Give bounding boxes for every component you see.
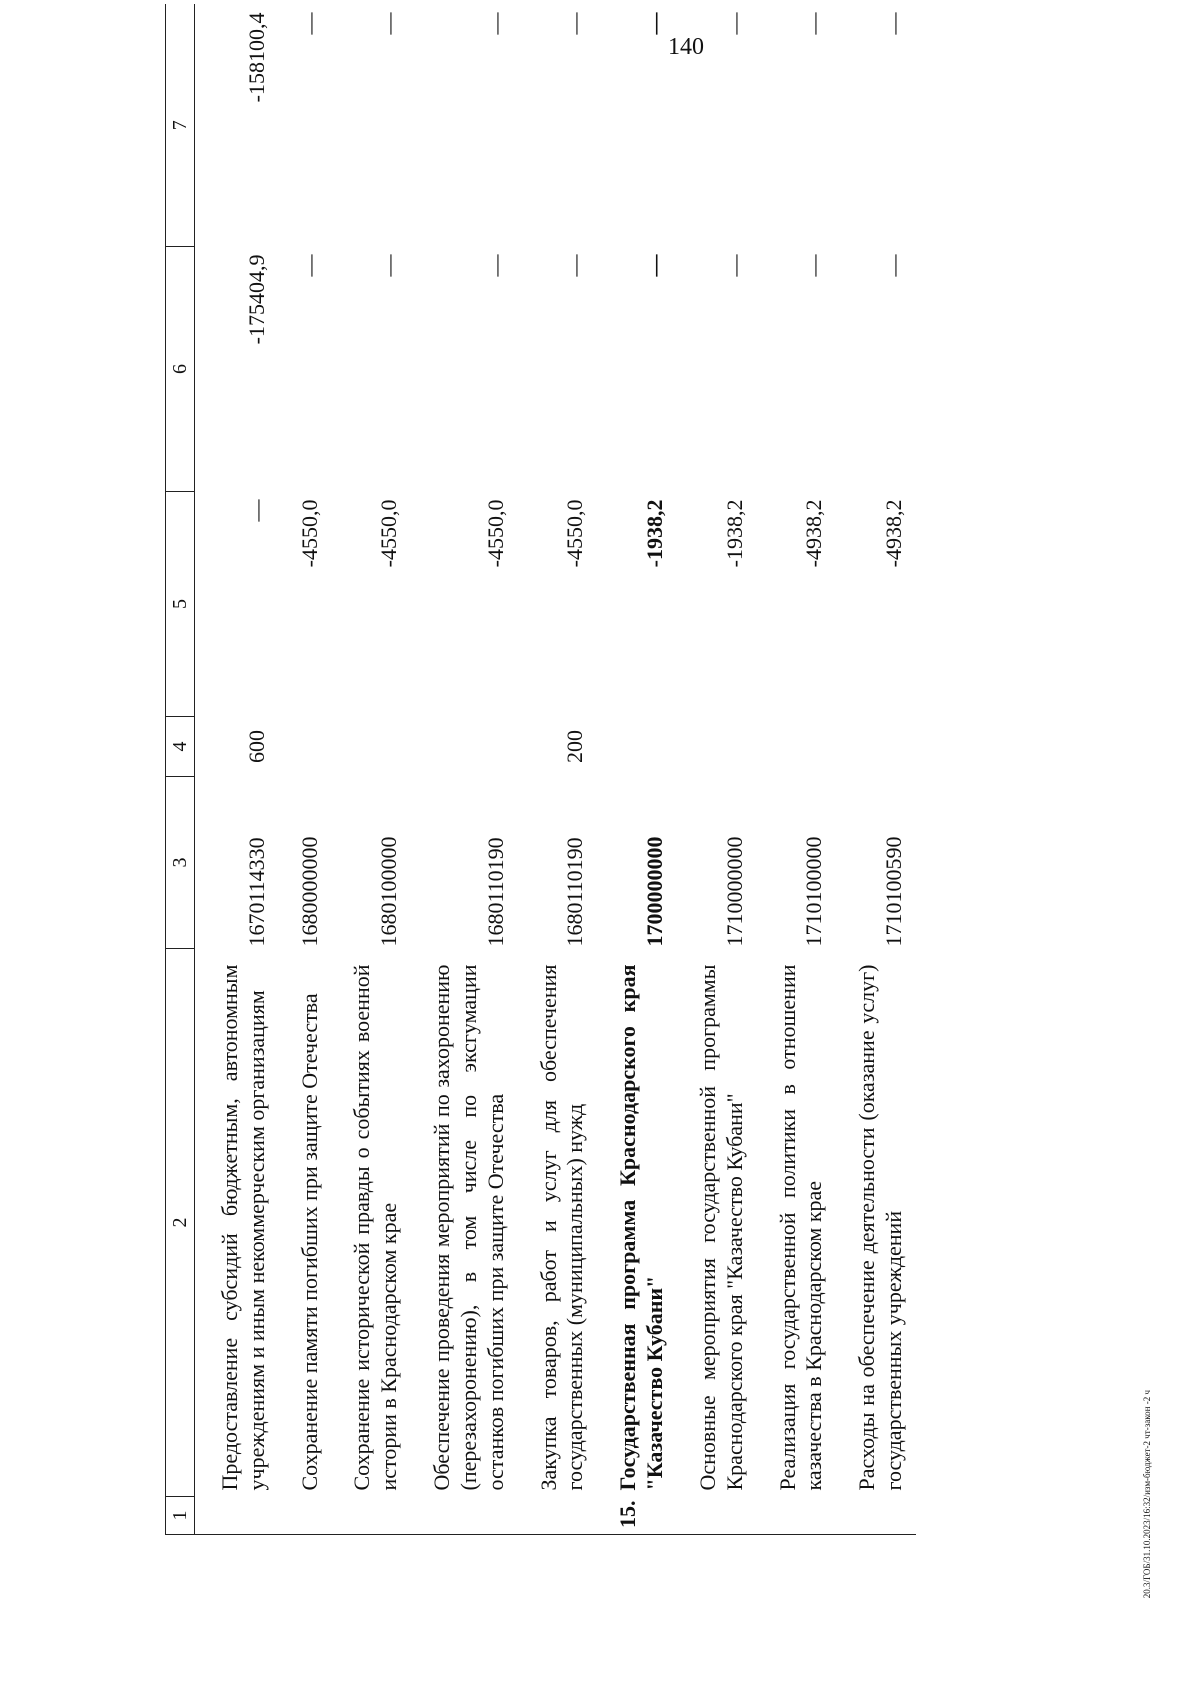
row-target-code: 1710000000 [721,836,747,947]
table-row [597,5,677,1535]
row-expense-type [331,717,411,777]
row-description: Расходы на обеспечение деятельности (оказание услуг) государственных учреждений [854,964,907,1491]
table-row [518,5,598,1535]
row-amount-col5: -4550,0 [482,499,508,568]
row-description: Государственная программа Краснодарского края "Казачество Кубани" [615,964,668,1491]
row-amount-col6: -175404,9 [243,254,269,345]
table-row [757,5,837,1535]
header-col-2: 2 [166,949,195,1497]
rotated-budget-table [165,5,1085,1535]
row-amount-col7: -158100,4 [243,12,269,103]
row-number [411,1497,517,1535]
table-row [411,5,517,1535]
row-amount-col6: — [881,254,907,277]
row-expense-type [757,717,837,777]
row-target-code: 1710100000 [801,836,827,947]
row-amount-col6: — [296,254,322,277]
row-expense-type: 600 [243,730,269,763]
table-row [331,5,411,1535]
row-amount-col6: — [376,254,402,277]
row-amount-col5: -4550,0 [296,499,322,568]
row-amount-col5: -4550,0 [562,499,588,568]
row-number [677,1497,757,1535]
table-row [836,5,916,1535]
table-row [279,5,332,1535]
row-amount-col5: -1938,2 [642,499,668,568]
row-amount-col7: — [881,12,907,35]
row-expense-type [597,717,677,777]
table-row [195,5,279,1535]
header-col-5: 5 [166,492,195,717]
header-col-4: 4 [166,717,195,777]
row-expense-type [836,717,916,777]
row-number [279,1497,332,1535]
row-amount-col5: -1938,2 [721,499,747,568]
row-amount-col5: -4938,2 [801,499,827,568]
row-target-code: 1670114330 [243,837,269,947]
budget-table [165,5,916,1536]
row-expense-type [279,717,332,777]
row-amount-col7: — [642,12,668,35]
row-description: Основные мероприятия государственной программы Краснодарского края "Казачество Кубани" [694,964,747,1491]
header-col-6: 6 [166,247,195,492]
row-target-code: 1680100000 [376,836,402,947]
row-number [757,1497,837,1535]
row-number [836,1497,916,1535]
row-target-code: 1680110190 [482,837,508,947]
row-target-code: 1700000000 [642,836,668,947]
page-number: 140 [668,34,704,60]
row-description: Реализация государственной политики в отношении казачества в Краснодарском крае [774,964,827,1491]
row-amount-col7: — [296,12,322,35]
row-amount-col5: -4550,0 [376,499,402,568]
row-amount-col5: — [243,499,269,522]
row-amount-col6: — [801,254,827,277]
row-number [518,1497,598,1535]
row-expense-type [411,717,517,777]
header-col-1: 1 [166,1497,195,1535]
row-target-code: 1710100590 [881,836,907,947]
row-amount-col7: — [721,12,747,35]
table-row [677,5,757,1535]
header-col-3: 3 [166,777,195,949]
row-description: Сохранение исторической правды о событиях военной истории в Краснодарском крае [349,964,402,1491]
row-amount-col7: — [376,12,402,35]
row-amount-col6: — [562,254,588,277]
row-description: Сохранение памяти погибших при защите Отечества [296,993,322,1491]
row-description: Закупка товаров, работ и услуг для обеспечения государственных (муниципальных) нужд [535,964,588,1491]
row-number: 15. [597,1497,677,1535]
row-amount-col6: — [482,254,508,277]
row-expense-type: 200 [562,730,588,763]
table-body [195,5,916,1535]
row-number [331,1497,411,1535]
row-amount-col7: — [801,12,827,35]
row-target-code: 1680110190 [562,837,588,947]
header-row [166,5,195,1535]
row-expense-type [677,717,757,777]
header-col-7: 7 [166,5,195,247]
row-number [195,1497,279,1535]
row-amount-col6: — [721,254,747,277]
row-target-code: 1680000000 [296,836,322,947]
row-amount-col7: — [562,12,588,35]
row-description: Обеспечение проведения мероприятий по захоронению (перезахоронению), в том числе по эксгумации останков погибших при защите Отечества [429,964,508,1491]
row-amount-col5: -4938,2 [881,499,907,568]
row-amount-col7: — [482,12,508,35]
row-amount-col6: — [642,254,668,277]
row-description: Предоставление субсидий бюджетным, автономным учреждениям и иным некоммерческим организациям [217,964,269,1491]
footer-code: 20.3/ГОБ/31.10.2023/16:32/изм-бюджет-2 чт-закон -2 ч [1142,1390,1152,1599]
